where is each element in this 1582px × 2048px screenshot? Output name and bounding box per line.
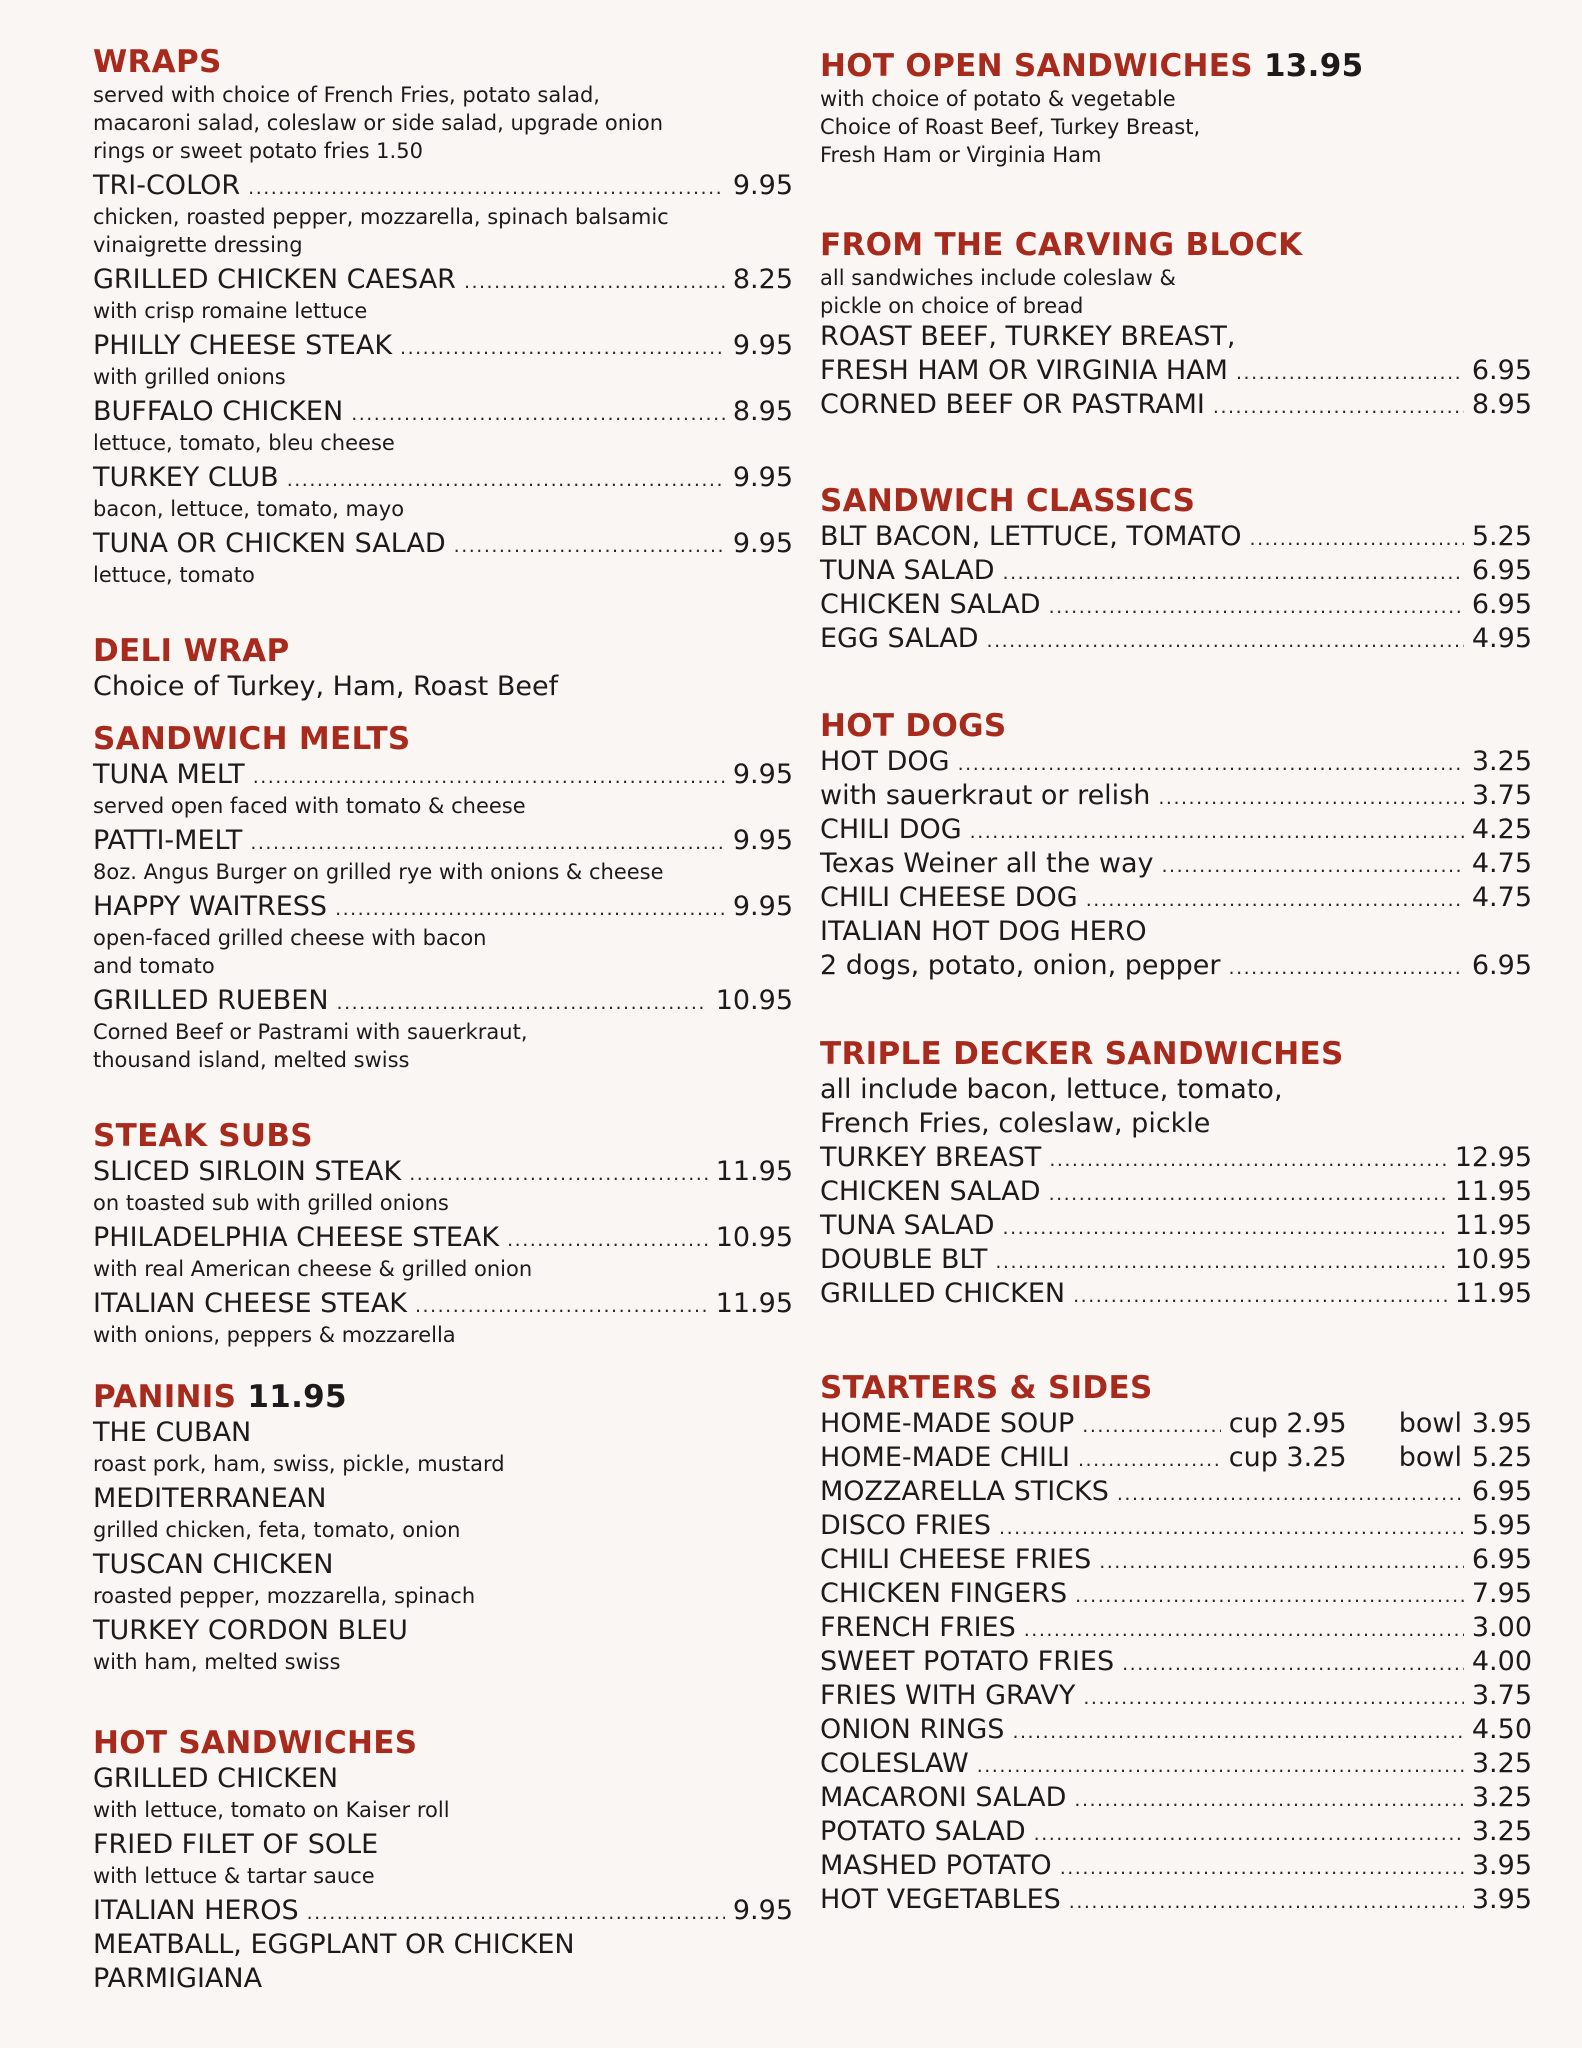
section-desc: served with choice of French Fries, potato salad, bbox=[93, 83, 600, 107]
menu-item bbox=[820, 1509, 1532, 1543]
section-desc: French Fries, coleslaw, pickle bbox=[820, 1108, 1211, 1139]
item-name: DISCO FRIES bbox=[820, 1510, 992, 1541]
section-desc: all sandwiches include coleslaw & bbox=[820, 266, 1176, 290]
section-price: 11.95 bbox=[247, 1379, 347, 1415]
section-title: WRAPS bbox=[93, 44, 222, 80]
menu-item bbox=[93, 169, 793, 203]
menu-item bbox=[820, 1645, 1532, 1679]
section-desc: rings or sweet potato fries 1.50 bbox=[93, 139, 423, 163]
item-name: HOT VEGETABLES bbox=[820, 1884, 1061, 1915]
item-price: 10.95 bbox=[1454, 1244, 1532, 1275]
item-name: POTATO SALAD bbox=[820, 1816, 1026, 1847]
leader-dots bbox=[1083, 1681, 1464, 1715]
leader-dots bbox=[1003, 556, 1464, 590]
menu-item bbox=[820, 1713, 1532, 1747]
item-price: 10.95 bbox=[715, 1222, 793, 1253]
menu-item bbox=[820, 1883, 1532, 1917]
item-price: 6.95 bbox=[1471, 1476, 1532, 1507]
item-name: FRENCH FRIES bbox=[820, 1612, 1016, 1643]
item-price: 3.25 bbox=[1471, 1748, 1532, 1779]
bowl-label: bowl bbox=[1398, 1442, 1462, 1473]
menu-item bbox=[820, 1209, 1532, 1243]
item-price: 8.95 bbox=[1471, 389, 1532, 420]
leader-dots bbox=[1012, 1715, 1463, 1749]
item-desc: served open faced with tomato & cheese bbox=[93, 794, 526, 818]
section-title: TRIPLE DECKER SANDWICHES bbox=[820, 1036, 1344, 1072]
menu-item bbox=[93, 263, 793, 297]
section-desc: with choice of potato & vegetable bbox=[820, 87, 1176, 111]
section-triple-decker bbox=[820, 1035, 1532, 1311]
item-name: HOME-MADE SOUP bbox=[820, 1408, 1075, 1439]
item-name: BUFFALO CHICKEN bbox=[93, 396, 344, 427]
item-name: TUNA OR CHICKEN SALAD bbox=[93, 528, 446, 559]
leader-dots bbox=[351, 397, 725, 431]
item-name: TUSCAN CHICKEN bbox=[93, 1549, 334, 1580]
menu-item bbox=[820, 745, 1532, 779]
item-price: 3.25 bbox=[1471, 746, 1532, 777]
leader-dots bbox=[253, 760, 725, 794]
section-title bbox=[93, 1378, 793, 1416]
section-title: SANDWICH CLASSICS bbox=[820, 483, 1196, 519]
item-name: FRESH HAM OR VIRGINIA HAM bbox=[820, 355, 1228, 386]
item-name: ITALIAN CHEESE STEAK bbox=[93, 1288, 408, 1319]
item-price: 9.95 bbox=[732, 759, 793, 790]
item-name: PATTI-MELT bbox=[93, 825, 243, 856]
section-deli-wrap bbox=[93, 632, 793, 704]
item-name: CORNED BEEF OR PASTRAMI bbox=[820, 389, 1205, 420]
menu-item bbox=[820, 1611, 1532, 1645]
item-name: ONION RINGS bbox=[820, 1714, 1005, 1745]
item-name: CHILI DOG bbox=[820, 814, 962, 845]
menu-item bbox=[93, 329, 793, 363]
leader-dots bbox=[1075, 1579, 1464, 1613]
item-price: 4.00 bbox=[1471, 1646, 1532, 1677]
item-price: 8.25 bbox=[732, 264, 793, 295]
menu-item bbox=[820, 1475, 1532, 1509]
item-desc: chicken, roasted pepper, mozzarella, spinach balsamic bbox=[93, 205, 669, 229]
item-name: MASHED POTATO bbox=[820, 1850, 1052, 1881]
leader-dots bbox=[1003, 1211, 1447, 1245]
cup-price: cup 3.25 bbox=[1228, 1442, 1347, 1473]
item-name: TURKEY BREAST bbox=[820, 1142, 1042, 1173]
item-name: GRILLED CHICKEN bbox=[820, 1278, 1066, 1309]
item-price: 3.95 bbox=[1471, 1884, 1532, 1915]
menu-item bbox=[820, 1781, 1532, 1815]
item-price: 4.95 bbox=[1471, 623, 1532, 654]
menu-item bbox=[820, 1441, 1532, 1475]
item-desc: with grilled onions bbox=[93, 365, 286, 389]
item-name: Texas Weiner all the way bbox=[820, 848, 1154, 879]
item-price: 3.25 bbox=[1471, 1782, 1532, 1813]
item-name: SLICED SIRLOIN STEAK bbox=[93, 1156, 402, 1187]
bowl-price: 3.95 bbox=[1471, 1408, 1532, 1439]
item-price: 11.95 bbox=[1454, 1210, 1532, 1241]
item-name: FRIES WITH GRAVY bbox=[820, 1680, 1076, 1711]
section-desc: macaroni salad, coleslaw or side salad, upgrade onion bbox=[93, 111, 664, 135]
leader-dots bbox=[1073, 1279, 1447, 1313]
item-name: PHILLY CHEESE STEAK bbox=[93, 330, 393, 361]
leader-dots bbox=[1049, 1177, 1447, 1211]
item-desc: with lettuce & tartar sauce bbox=[93, 1864, 375, 1888]
item-name: GRILLED RUEBEN bbox=[93, 985, 329, 1016]
section-title bbox=[820, 47, 1532, 85]
item-price: 4.25 bbox=[1471, 814, 1532, 845]
section-sandwich-melts bbox=[93, 720, 793, 1074]
section-hot-open-sandwiches bbox=[820, 47, 1532, 169]
item-name: PHILADELPHIA CHEESE STEAK bbox=[93, 1222, 500, 1253]
section-title: STARTERS & SIDES bbox=[820, 1370, 1153, 1406]
menu-item bbox=[93, 1287, 793, 1321]
cup-price: cup 2.95 bbox=[1228, 1408, 1347, 1439]
leader-dots bbox=[250, 826, 725, 860]
leader-dots bbox=[307, 1896, 725, 1930]
menu-item bbox=[820, 1543, 1532, 1577]
menu-item bbox=[93, 527, 793, 561]
item-desc: with ham, melted swiss bbox=[93, 1650, 341, 1674]
item-price: 4.75 bbox=[1471, 848, 1532, 879]
item-desc: with onions, peppers & mozzarella bbox=[93, 1323, 456, 1347]
leader-dots bbox=[970, 815, 1464, 849]
item-name: MOZZARELLA STICKS bbox=[820, 1476, 1109, 1507]
menu-item bbox=[93, 395, 793, 429]
item-name: FRIED FILET OF SOLE bbox=[93, 1829, 379, 1860]
bowl-price: 5.25 bbox=[1471, 1442, 1532, 1473]
section-title: DELI WRAP bbox=[93, 633, 290, 669]
item-desc: with real American cheese & grilled onion bbox=[93, 1257, 533, 1281]
menu-item bbox=[820, 554, 1532, 588]
item-price: 6.95 bbox=[1471, 555, 1532, 586]
item-name: MEDITERRANEAN bbox=[93, 1483, 327, 1514]
item-price: 6.95 bbox=[1471, 355, 1532, 386]
item-name: GRILLED CHICKEN bbox=[93, 1763, 339, 1794]
section-carving-block bbox=[820, 226, 1532, 422]
leader-dots bbox=[999, 1511, 1464, 1545]
section-paninis bbox=[93, 1378, 793, 1676]
item-price: 11.95 bbox=[1454, 1278, 1532, 1309]
item-name: THE CUBAN bbox=[93, 1417, 252, 1448]
item-price: 9.95 bbox=[732, 528, 793, 559]
menu-item bbox=[820, 881, 1532, 915]
item-price: 11.95 bbox=[1454, 1176, 1532, 1207]
item-name: with sauerkraut or relish bbox=[820, 780, 1151, 811]
item-price: 3.95 bbox=[1471, 1850, 1532, 1881]
menu-item bbox=[820, 813, 1532, 847]
item-price: 5.95 bbox=[1471, 1510, 1532, 1541]
bowl-label: bowl bbox=[1398, 1408, 1462, 1439]
leader-dots bbox=[1024, 1613, 1464, 1647]
item-price: 3.00 bbox=[1471, 1612, 1532, 1643]
item-name: CHILI CHEESE DOG bbox=[820, 882, 1078, 913]
menu-item bbox=[820, 622, 1532, 656]
item-name: HOME-MADE CHILI bbox=[820, 1442, 1070, 1473]
item-price: 11.95 bbox=[715, 1288, 793, 1319]
item-name: BLT BACON, LETTUCE, TOMATO bbox=[820, 521, 1242, 552]
menu-item bbox=[93, 461, 793, 495]
item-name: CHILI CHEESE FRIES bbox=[820, 1544, 1092, 1575]
section-hot-dogs bbox=[820, 707, 1532, 983]
leader-dots bbox=[248, 171, 725, 205]
item-name: SWEET POTATO FRIES bbox=[820, 1646, 1115, 1677]
leader-dots bbox=[977, 1749, 1464, 1783]
item-name: GRILLED CHICKEN CAESAR bbox=[93, 264, 456, 295]
leader-dots bbox=[1060, 1851, 1464, 1885]
item-name: COLESLAW bbox=[820, 1748, 969, 1779]
section-title-text: PANINIS bbox=[93, 1379, 237, 1415]
menu-item bbox=[820, 1679, 1532, 1713]
leader-dots bbox=[1236, 356, 1464, 390]
menu-item bbox=[820, 388, 1532, 422]
leader-dots bbox=[1122, 1647, 1464, 1681]
item-price: 6.95 bbox=[1471, 589, 1532, 620]
item-price: 9.95 bbox=[732, 825, 793, 856]
menu-item bbox=[820, 588, 1532, 622]
item-desc: grilled chicken, feta, tomato, onion bbox=[93, 1518, 461, 1542]
item-price: 3.75 bbox=[1471, 780, 1532, 811]
item-price: 11.95 bbox=[715, 1156, 793, 1187]
section-wraps bbox=[93, 43, 793, 589]
menu-item bbox=[93, 758, 793, 792]
menu-item bbox=[820, 1407, 1532, 1441]
item-name: TURKEY CORDON BLEU bbox=[93, 1615, 408, 1646]
leader-dots bbox=[1049, 590, 1464, 624]
item-price: 8.95 bbox=[732, 396, 793, 427]
leader-dots bbox=[987, 624, 1464, 658]
item-desc: bacon, lettuce, tomato, mayo bbox=[93, 497, 405, 521]
item-name: CHICKEN SALAD bbox=[820, 1176, 1041, 1207]
menu-item bbox=[93, 1155, 793, 1189]
leader-dots bbox=[1117, 1477, 1464, 1511]
section-desc: pickle on choice of bread bbox=[820, 294, 1084, 318]
item-desc: with lettuce, tomato on Kaiser roll bbox=[93, 1798, 450, 1822]
leader-dots bbox=[400, 331, 725, 365]
section-text: Choice of Turkey, Ham, Roast Beef bbox=[93, 671, 559, 702]
leader-dots bbox=[1074, 1783, 1463, 1817]
item-name: CHICKEN FINGERS bbox=[820, 1578, 1068, 1609]
section-title: HOT DOGS bbox=[820, 708, 1007, 744]
item-name: TUNA SALAD bbox=[820, 1210, 995, 1241]
item-price: 7.95 bbox=[1471, 1578, 1532, 1609]
menu-item bbox=[93, 824, 793, 858]
leader-dots bbox=[415, 1289, 708, 1323]
item-desc: open-faced grilled cheese with bacon bbox=[93, 926, 487, 950]
leader-dots bbox=[1049, 1143, 1446, 1177]
item-name: TRI-COLOR bbox=[93, 170, 241, 201]
section-hot-sandwiches bbox=[93, 1724, 793, 1996]
leader-dots bbox=[1158, 781, 1464, 815]
item-name: TURKEY CLUB bbox=[93, 462, 279, 493]
leader-dots bbox=[464, 265, 725, 299]
section-title: HOT SANDWICHES bbox=[93, 1725, 418, 1761]
item-name: HAPPY WAITRESS bbox=[93, 891, 328, 922]
leader-dots bbox=[1069, 1885, 1464, 1919]
item-price: 3.25 bbox=[1471, 1816, 1532, 1847]
item-desc: lettuce, tomato bbox=[93, 563, 255, 587]
item-price: 5.25 bbox=[1471, 521, 1532, 552]
item-price: 4.50 bbox=[1471, 1714, 1532, 1745]
item-price: 10.95 bbox=[715, 985, 793, 1016]
item-name: MACARONI SALAD bbox=[820, 1782, 1067, 1813]
menu-item bbox=[93, 890, 793, 924]
item-name: ROAST BEEF, TURKEY BREAST, bbox=[820, 321, 1236, 352]
leader-dots bbox=[1161, 849, 1463, 883]
item-desc: roasted pepper, mozzarella, spinach bbox=[93, 1584, 476, 1608]
menu-item bbox=[820, 1815, 1532, 1849]
leader-dots bbox=[1099, 1545, 1464, 1579]
item-name: 2 dogs, potato, onion, pepper bbox=[820, 950, 1221, 981]
item-desc: vinaigrette dressing bbox=[93, 233, 303, 257]
item-variants: MEATBALL, EGGPLANT OR CHICKEN bbox=[93, 1929, 575, 1960]
menu-item bbox=[820, 847, 1532, 881]
section-sandwich-classics bbox=[820, 482, 1532, 656]
section-steak-subs bbox=[93, 1117, 793, 1349]
menu-item bbox=[820, 1747, 1532, 1781]
leader-dots bbox=[958, 747, 1464, 781]
item-price: 9.95 bbox=[732, 1895, 793, 1926]
leader-dots bbox=[337, 986, 708, 1020]
item-price: 9.95 bbox=[732, 330, 793, 361]
item-price: 6.95 bbox=[1471, 1544, 1532, 1575]
leader-dots bbox=[287, 463, 725, 497]
section-desc: Choice of Roast Beef, Turkey Breast, bbox=[820, 115, 1201, 139]
item-price: 9.95 bbox=[732, 891, 793, 922]
section-title: STEAK SUBS bbox=[93, 1118, 313, 1154]
item-desc: with crisp romaine lettuce bbox=[93, 299, 368, 323]
leader-dots bbox=[1229, 951, 1464, 985]
menu-item bbox=[820, 1849, 1532, 1883]
menu-item bbox=[820, 354, 1532, 388]
leader-dots bbox=[1213, 390, 1464, 424]
leader-dots bbox=[409, 1157, 707, 1191]
item-name: ITALIAN HEROS bbox=[93, 1895, 299, 1926]
item-price: 3.75 bbox=[1471, 1680, 1532, 1711]
menu-item bbox=[820, 520, 1532, 554]
leader-dots bbox=[335, 892, 725, 926]
item-price: 12.95 bbox=[1454, 1142, 1532, 1173]
leader-dots bbox=[1082, 1409, 1220, 1443]
item-name: DOUBLE BLT bbox=[820, 1244, 988, 1275]
menu-item bbox=[820, 1277, 1532, 1311]
item-name: HOT DOG bbox=[820, 746, 950, 777]
section-price: 13.95 bbox=[1263, 48, 1364, 84]
item-desc: 8oz. Angus Burger on grilled rye with onions & cheese bbox=[93, 860, 664, 884]
section-title: FROM THE CARVING BLOCK bbox=[820, 227, 1303, 263]
menu-item bbox=[820, 779, 1532, 813]
leader-dots bbox=[454, 529, 725, 563]
menu-item bbox=[820, 1577, 1532, 1611]
item-desc: roast pork, ham, swiss, pickle, mustard bbox=[93, 1452, 505, 1476]
section-title-text: HOT OPEN SANDWICHES bbox=[820, 48, 1253, 84]
item-price: 6.95 bbox=[1471, 950, 1532, 981]
leader-dots bbox=[1250, 522, 1464, 556]
leader-dots bbox=[1086, 883, 1464, 917]
item-desc: Corned Beef or Pastrami with sauerkraut, bbox=[93, 1020, 528, 1044]
leader-dots bbox=[1078, 1443, 1221, 1477]
menu-item bbox=[93, 1894, 793, 1928]
item-desc: on toasted sub with grilled onions bbox=[93, 1191, 449, 1215]
menu-item bbox=[93, 1221, 793, 1255]
menu-item bbox=[820, 1175, 1532, 1209]
menu-item bbox=[820, 1243, 1532, 1277]
item-desc: and tomato bbox=[93, 954, 215, 978]
item-name: EGG SALAD bbox=[820, 623, 979, 654]
item-price: 9.95 bbox=[732, 462, 793, 493]
leader-dots bbox=[507, 1223, 708, 1257]
section-desc: Fresh Ham or Virginia Ham bbox=[820, 143, 1102, 167]
section-starters-sides bbox=[820, 1369, 1532, 1917]
section-title: SANDWICH MELTS bbox=[93, 721, 411, 757]
item-desc: thousand island, melted swiss bbox=[93, 1048, 410, 1072]
item-price: 4.75 bbox=[1471, 882, 1532, 913]
leader-dots bbox=[995, 1245, 1446, 1279]
item-name: CHICKEN SALAD bbox=[820, 589, 1041, 620]
item-name: TUNA SALAD bbox=[820, 555, 995, 586]
item-price: 9.95 bbox=[732, 170, 793, 201]
menu-item bbox=[820, 1141, 1532, 1175]
item-name: ITALIAN HOT DOG HERO bbox=[820, 916, 1147, 947]
item-desc: lettuce, tomato, bleu cheese bbox=[93, 431, 395, 455]
item-name: TUNA MELT bbox=[93, 759, 245, 790]
leader-dots bbox=[1034, 1817, 1464, 1851]
section-desc: all include bacon, lettuce, tomato, bbox=[820, 1074, 1283, 1105]
menu-item bbox=[93, 984, 793, 1018]
item-variants: PARMIGIANA bbox=[93, 1963, 263, 1994]
menu-item bbox=[820, 949, 1532, 983]
